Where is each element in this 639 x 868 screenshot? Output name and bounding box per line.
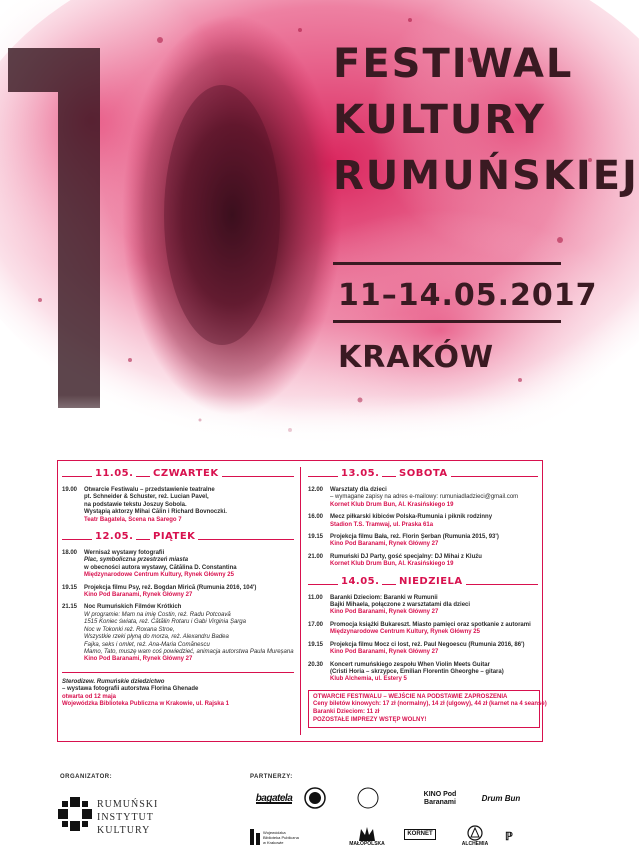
programme-event bbox=[308, 595, 540, 617]
programme-left-column bbox=[62, 461, 296, 713]
crown-icon bbox=[359, 827, 375, 841]
event-text: Noc Rumuńskich Filmów Krótkich bbox=[84, 604, 182, 611]
event-text: Projekcja filmu Bała, reż. Florin Șerban (Rumunia 2015, 93') bbox=[330, 534, 499, 541]
organizer-name bbox=[97, 798, 158, 837]
day-name: PIĄTEK bbox=[150, 533, 198, 540]
programme-event bbox=[308, 642, 540, 657]
ticket-info-line: OTWARCIE FESTIWALU – WEJŚCIE NA PODSTAWIE ZAPROSZENIA bbox=[313, 693, 508, 700]
library-mark-icon bbox=[250, 829, 260, 845]
day-name: SOBOTA bbox=[396, 470, 451, 477]
day-date: 14.05. bbox=[338, 578, 382, 585]
circle-emblem-icon bbox=[357, 787, 379, 809]
city-logo bbox=[357, 784, 415, 812]
event-venue: Kino Pod Baranami, Rynek Główny 27 bbox=[84, 592, 193, 599]
event-venue: Wojewódzka Biblioteka Publiczna w Krakowie, ul. Rajska 1 bbox=[62, 700, 229, 707]
event-time: 21.15 bbox=[62, 604, 78, 611]
alchemia-logo: ALCHEMIA bbox=[455, 818, 495, 854]
event-text: Noc w Tokonki reż. Roxana Stroe, bbox=[84, 626, 175, 633]
ticket-info-box bbox=[308, 690, 547, 728]
event-text: Warsztaty dla dzieci bbox=[330, 487, 387, 493]
event-text: Baranki Dzieciom: Baranki w Rumunii bbox=[330, 594, 438, 601]
event-time: 20.30 bbox=[308, 661, 324, 668]
programme-event bbox=[308, 487, 540, 509]
programme-event bbox=[308, 554, 540, 569]
programme-event bbox=[62, 604, 296, 663]
event-time: 18.00 bbox=[62, 550, 78, 557]
event-text: Projekcja filmu Psy, reż. Bogdan Mirică (Rumunia 2016, 104') bbox=[84, 584, 257, 591]
event-text: pt. Schneider & Schuster, reż. Lucian Pavel, bbox=[84, 494, 209, 501]
title-divider-bottom bbox=[333, 320, 561, 323]
event-text: – wymagane zapisy na adres e-mailowy: rumuniadladzieci@gmail.com bbox=[330, 494, 519, 501]
event-text: Rumuński DJ Party, gość specjalny: DJ Mihai z Kluźu bbox=[330, 553, 482, 560]
drum-bun-logo: Drum Bun bbox=[481, 793, 521, 803]
event-time: 12.00 bbox=[308, 487, 324, 493]
footer bbox=[0, 762, 600, 868]
event-text: na podstawie tekstu Joszuy Sobola. bbox=[84, 501, 187, 508]
event-venue: Klub Alchemia, ul. Estery 5 bbox=[330, 676, 407, 683]
event-text: Koncert rumuńskiego zespołu When Violin Meets Guitar bbox=[330, 661, 490, 668]
institute-partner-logo bbox=[303, 820, 343, 854]
organizer-name-line: INSTYTUT bbox=[97, 812, 154, 823]
organizer-label: ORGANIZATOR: bbox=[60, 774, 113, 780]
programme-box bbox=[57, 460, 547, 742]
event-venue: Kornet Klub Drum Bun, Al. Krasińskiego 19 bbox=[330, 501, 454, 508]
day-name: NIEDZIELA bbox=[396, 578, 466, 585]
event-venue: Kornet Klub Drum Bun, Al. Krasińskiego 19 bbox=[330, 561, 454, 568]
event-venue: Kino Pod Baranami, Rynek Główny 27 bbox=[330, 609, 439, 616]
ticket-info-line: Ceny biletów kinowych: 17 zł (normalny), 14 zł (ulgowy), 44 zł (karnet na 4 seanse) bbox=[313, 701, 547, 708]
day-date: 13.05. bbox=[338, 470, 382, 477]
programme-event bbox=[308, 662, 540, 684]
event-time: 19.15 bbox=[308, 534, 324, 541]
title-divider-top bbox=[333, 262, 561, 265]
event-time: 11.00 bbox=[308, 594, 323, 601]
badge-logo-icon bbox=[303, 786, 327, 810]
event-text: Mamo, Tato, muszę wam coś powiedzieć, animacja autorstwa Paula Mureșana bbox=[84, 648, 294, 655]
event-text: Mecz piłkarski kibiców Polska-Rumunia i piknik rodzinny bbox=[330, 514, 493, 521]
event-text: Wernisaż wystawy fotografii bbox=[84, 550, 165, 557]
event-time: 19.00 bbox=[62, 487, 78, 493]
institute-emblem-icon bbox=[58, 797, 92, 831]
event-text: Bajki Mihaela, połączone z warsztatami dla dzieci bbox=[330, 602, 471, 609]
library-logo: Wojewódzka Biblioteka Publiczna w Krakowie bbox=[250, 820, 300, 854]
event-time: 17.00 bbox=[308, 621, 324, 628]
exhibition-note bbox=[62, 679, 296, 709]
programme-event bbox=[308, 622, 540, 637]
event-text: W programie: Mam na imię Costin, reż. Radu Potcoavă bbox=[84, 611, 231, 618]
event-text: Sterodizew. Rumuńskie dziedzictwo bbox=[62, 678, 165, 685]
event-text: Plac, symboliczna przestrzeń miasta bbox=[84, 557, 189, 564]
event-venue: Kino Pod Baranami, Rynek Główny 27 bbox=[330, 541, 439, 548]
malopolska-logo: MAŁOPOLSKA bbox=[345, 820, 389, 854]
ticket-info-line: Baranki Dzieciom: 11 zł bbox=[313, 708, 380, 715]
day-header bbox=[308, 577, 540, 591]
day-date: 11.05. bbox=[92, 470, 136, 477]
festival-city: KRAKÓW bbox=[338, 340, 495, 375]
event-time: 19.15 bbox=[308, 641, 324, 648]
programme-event bbox=[308, 514, 540, 529]
day-date: 12.05. bbox=[92, 533, 136, 540]
day-header bbox=[62, 532, 296, 546]
event-venue: otwarta od 12 maja bbox=[62, 693, 117, 700]
event-venue: Stadion T.S. Tramwaj, ul. Praska 61a bbox=[330, 521, 434, 528]
event-text: w obecności autora wystawy, Cătălina D. Constantina bbox=[84, 564, 237, 571]
festival-title-line-2: KULTURY bbox=[333, 97, 546, 143]
column-divider bbox=[300, 467, 301, 735]
exhibition-separator bbox=[62, 672, 294, 673]
event-text: Promocja książki Bukareszt. Miasto pamięci oraz spotkanie z autorami bbox=[330, 621, 531, 628]
event-text: 1515 Koniec świata, reż. Cătălin Rotaru i Gabi Virginia Șarga bbox=[84, 619, 246, 626]
event-time: 19.15 bbox=[62, 584, 78, 591]
kornet-logo: KORNET bbox=[400, 822, 440, 846]
event-time: 16.00 bbox=[308, 514, 324, 521]
round-badge-icon bbox=[304, 787, 326, 809]
partners-label: PARTNERZY: bbox=[250, 774, 293, 780]
event-venue: Międzynarodowe Centrum Kultury, Rynek Główny 25 bbox=[330, 629, 480, 636]
event-text: Wystąpią aktorzy Mihai Călin i Richard Bovnoczki. bbox=[84, 509, 227, 516]
pr-mark-icon: ℙ bbox=[505, 830, 513, 843]
organizer-name-line: RUMUŃSKI bbox=[97, 799, 159, 810]
alchemia-mark-icon bbox=[467, 825, 483, 841]
festival-title-line-1: FESTIWAL bbox=[333, 41, 574, 87]
event-venue: Teatr Bagatela, Scena na Sarego 7 bbox=[84, 516, 182, 523]
event-text: – wystawa fotografii autorstwa Florina Ghenade bbox=[62, 686, 199, 693]
programme-right-column bbox=[308, 461, 547, 728]
event-text: Wszystkie rzeki płyną do morza, reż. Alexandru Badea bbox=[84, 634, 229, 641]
programme-event bbox=[62, 585, 296, 600]
festival-title-line-3: RUMUŃSKIEJ bbox=[333, 153, 639, 199]
bagatela-logo: bagatela bbox=[255, 792, 293, 804]
society-logo bbox=[505, 820, 545, 854]
event-venue: Międzynarodowe Centrum Kultury, Rynek Główny 25 bbox=[84, 572, 234, 579]
day-header bbox=[62, 469, 296, 483]
event-time: 21.00 bbox=[308, 553, 324, 560]
event-text: Projekcja filmu Mocz ci lost, reż. Paul Negoescu (Rumunia 2016, 86') bbox=[330, 641, 525, 648]
event-venue: Kino Pod Baranami, Rynek Główny 27 bbox=[330, 649, 439, 656]
event-text: (Cristi Horia – skrzypce, Emilian Florentin Gheorghe – gitara) bbox=[330, 668, 504, 675]
programme-event bbox=[62, 487, 296, 524]
programme-event bbox=[308, 534, 540, 549]
festival-dates: 11–14.05.2017 bbox=[338, 278, 598, 313]
kino-pod-baranami-logo: KINO Pod Baranami bbox=[423, 791, 457, 806]
event-text: Otwarcie Festiwalu – przedstawienie teatralne bbox=[84, 487, 215, 493]
programme-event bbox=[62, 550, 296, 580]
event-venue: Kino Pod Baranami, Rynek Główny 27 bbox=[84, 656, 193, 663]
organizer-name-line: KULTURY bbox=[97, 825, 151, 836]
event-text: Fajka, seks i omlet, reż. Ana-Maria Comănescu bbox=[84, 641, 210, 648]
day-header bbox=[308, 469, 540, 483]
day-name: CZWARTEK bbox=[150, 470, 222, 477]
ticket-info-line: POZOSTAŁE IMPREZY WSTĘP WOLNY! bbox=[313, 716, 427, 723]
